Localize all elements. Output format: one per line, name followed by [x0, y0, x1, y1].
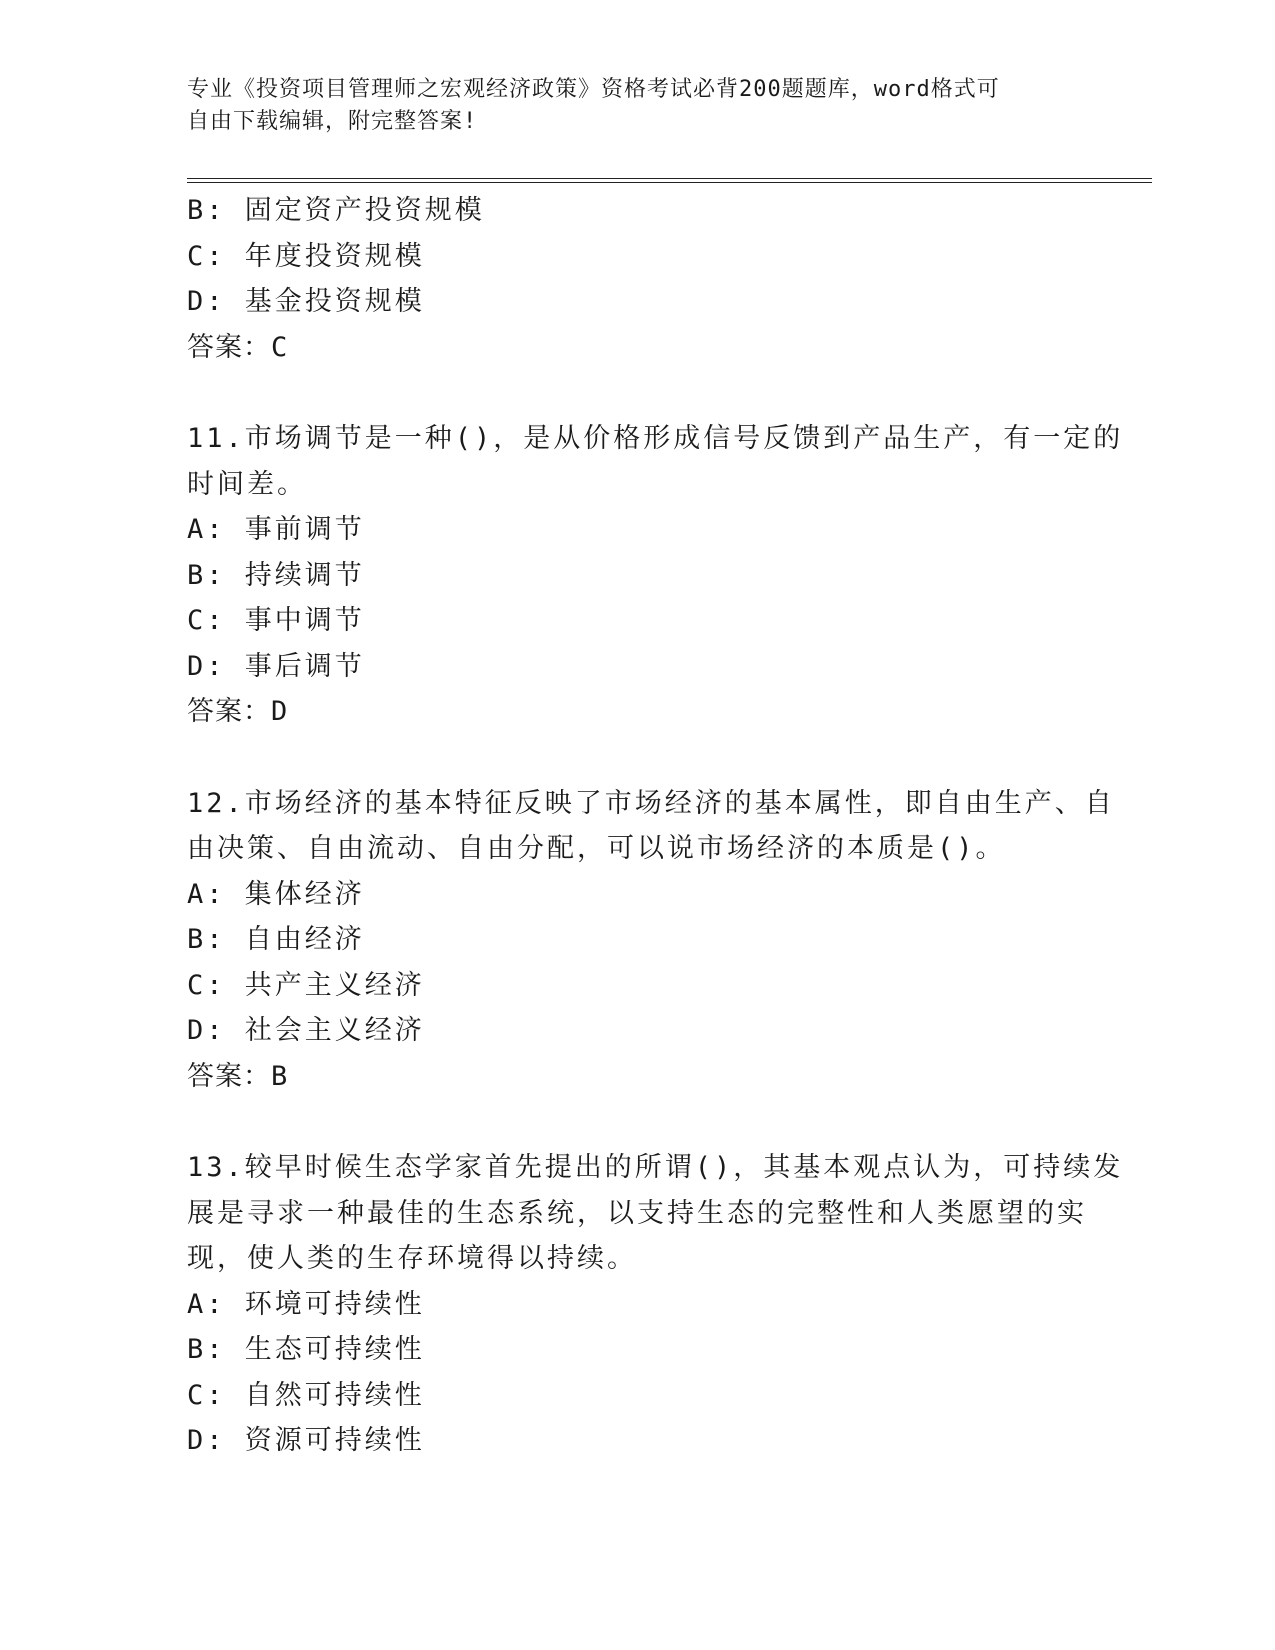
- question-13: [187, 1145, 1124, 1464]
- option-b: B: 生态可持续性: [187, 1334, 425, 1365]
- option-d: D: 事后调节: [187, 650, 365, 682]
- option-c: C: 共产主义经济: [187, 969, 425, 1001]
- document-header: [187, 74, 1067, 138]
- header-rule-bottom: [187, 182, 1152, 183]
- spacer: [187, 735, 1087, 781]
- option-a: A: 环境可持续性: [187, 1288, 425, 1320]
- question-text-line: 11.市场调节是一种()，是从价格形成信号反馈到产品生产，有一定的: [187, 423, 1124, 454]
- option-d: D: 基金投资规模: [187, 286, 425, 317]
- option-b: B: 固定资产投资规模: [187, 195, 485, 226]
- header-line-2: 自由下载编辑，附完整答案!: [187, 109, 478, 134]
- question-list: [187, 188, 1124, 1464]
- header-rule-top: [187, 178, 1152, 179]
- option-c: C: 自然可持续性: [187, 1379, 425, 1411]
- spacer: [187, 1099, 1087, 1145]
- spacer: [187, 370, 1087, 416]
- answer: 答案：C: [187, 331, 289, 363]
- option-d: D: 社会主义经济: [187, 1015, 425, 1046]
- answer: 答案：D: [187, 696, 289, 727]
- option-d: D: 资源可持续性: [187, 1425, 425, 1456]
- question-11: [187, 416, 1124, 735]
- option-b: B: 自由经济: [187, 924, 365, 955]
- question-text-line: 展是寻求一种最佳的生态系统，以支持生态的完整性和人类愿望的实: [187, 1197, 1087, 1229]
- question-text-line: 现，使人类的生存环境得以持续。: [187, 1243, 637, 1274]
- question-text-line: 13.较早时候生态学家首先提出的所谓()，其基本观点认为，可持续发: [187, 1152, 1124, 1183]
- question-text-line: 时间差。: [187, 468, 307, 500]
- question-12: [187, 781, 1115, 1100]
- option-a: A: 集体经济: [187, 878, 365, 910]
- option-c: C: 年度投资规模: [187, 240, 425, 272]
- option-b: B: 持续调节: [187, 559, 365, 591]
- option-c: C: 事中调节: [187, 605, 365, 636]
- question-text-line: 12.市场经济的基本特征反映了市场经济的基本属性，即自由生产、自: [187, 787, 1115, 819]
- answer: 答案：B: [187, 1060, 289, 1092]
- question-10-continued: [187, 188, 1087, 370]
- option-a: A: 事前调节: [187, 514, 365, 545]
- header-line-1: 专业《投资项目管理师之宏观经济政策》资格考试必背200题题库，word格式可: [187, 77, 1000, 102]
- question-text-line: 由决策、自由流动、自由分配，可以说市场经济的本质是()。: [187, 833, 1006, 864]
